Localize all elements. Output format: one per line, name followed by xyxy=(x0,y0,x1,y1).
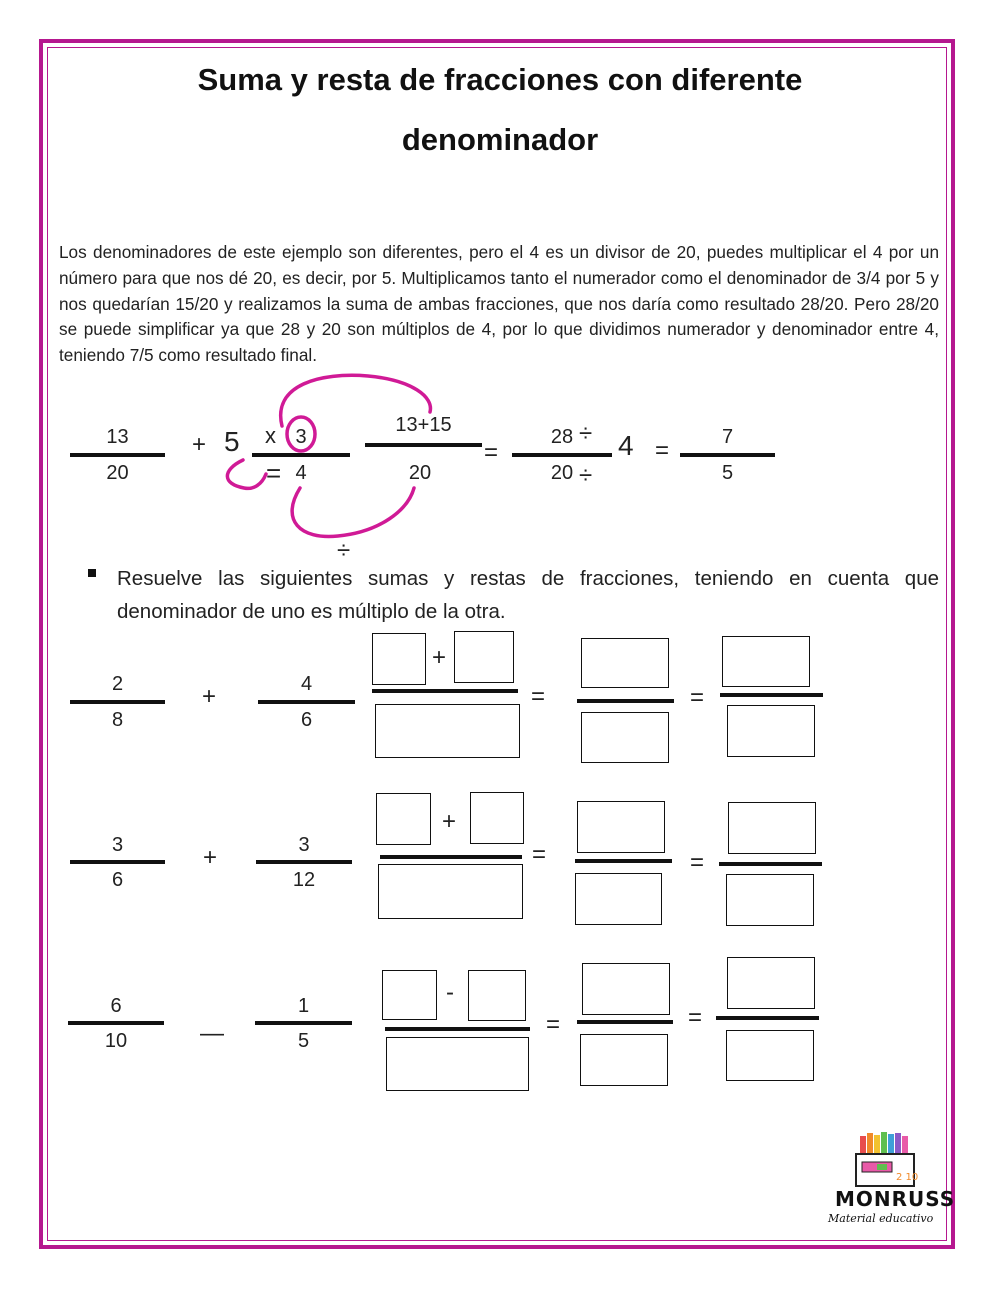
exercise-3-a-num: 6 xyxy=(110,995,122,1017)
page-title-line2: denominador xyxy=(401,122,599,157)
exercise-3-a-den: 10 xyxy=(104,1030,128,1052)
exercise-1-inner-operator: + xyxy=(432,644,447,671)
example-frac1-num: 13 xyxy=(106,426,129,448)
example-equals-2: = xyxy=(655,437,670,464)
example-result-num: 28 xyxy=(550,426,574,448)
exercise-3-inner-operator: - xyxy=(446,979,454,1006)
exercise-3-operator: — xyxy=(200,1020,224,1047)
exercise-1-equals-2: = xyxy=(690,684,705,711)
exercise-1-a-den: 8 xyxy=(111,709,124,731)
exercise-2-a-den: 6 xyxy=(111,869,124,891)
example-times-sign: x xyxy=(265,423,276,448)
exercise-3-b-num: 1 xyxy=(297,995,310,1017)
example-frac2-den: 4 xyxy=(295,462,307,484)
example-frac1-den: 20 xyxy=(106,462,129,484)
exercise-2-equals-2: = xyxy=(690,849,705,876)
example-frac2-num: 3 xyxy=(295,426,307,448)
division-sign-icon: ÷ xyxy=(579,420,593,447)
exercise-1-b-num: 4 xyxy=(300,673,313,695)
exercise-3-equals-2: = xyxy=(688,1004,703,1031)
division-sign-icon: ÷ xyxy=(337,537,351,564)
example-equals-1: = xyxy=(484,439,499,466)
exercise-3-equals-1: = xyxy=(546,1011,561,1038)
example-equal-mark: = xyxy=(266,458,282,488)
page-title-line1: Suma y resta de fracciones con diferente xyxy=(197,62,803,97)
example-plus-sign: + xyxy=(192,431,207,458)
exercise-2-b-num: 3 xyxy=(298,834,310,856)
exercise-1-b-den: 6 xyxy=(300,709,313,731)
exercise-2-inner-operator: + xyxy=(442,808,457,835)
example-result-den: 20 xyxy=(550,462,574,484)
logo-name: MONRUSS xyxy=(835,1187,956,1211)
exercise-instruction: Resuelve las siguientes sumas y restas de fracciones, teniendo en cuenta que denominador de uno es múltiplo de la otra. xyxy=(117,567,939,623)
exercise-2-a-num: 3 xyxy=(111,834,124,856)
explanation-paragraph: Los denominadores de este ejemplo son diferentes, pero el 4 es un divisor de 20, puedes multiplicar el 4 por un número para que nos dé 20, es decir, por 5. Multiplicamos tanto el numerador como el denominador de 3/4 por 5 y nos quedarían 15/20 y realizamos la suma de ambas fracciones, que nos daría como resultado 28/20. Pero 28/20 se puede simplificar ya que 28 y 20 son múltiplos de 4, por lo que dividimos numerador y denominador entre 4, teniendo 7/5 como resultado final. xyxy=(59,242,939,366)
example-sum-den: 20 xyxy=(408,462,432,484)
exercise-2-b-den: 12 xyxy=(292,869,316,891)
example-simplified-den: 5 xyxy=(721,462,734,484)
division-sign-icon: ÷ xyxy=(579,462,593,489)
exercise-3-b-den: 5 xyxy=(297,1030,310,1052)
exercise-2-operator: + xyxy=(203,844,218,871)
logo-tagline: Material educativo xyxy=(828,1212,934,1225)
example-multiplier: 5 xyxy=(224,426,240,457)
exercise-2-equals-1: = xyxy=(532,841,547,868)
exercise-1-equals-1: = xyxy=(531,683,546,710)
example-simplified-num: 7 xyxy=(721,426,734,448)
exercise-1-a-num: 2 xyxy=(111,673,124,695)
example-divisor: 4 xyxy=(618,430,634,461)
exercise-1-operator: + xyxy=(202,683,217,710)
example-sum-num: 13+15 xyxy=(395,414,452,436)
svg-text:2 10: 2 10 xyxy=(896,1172,919,1183)
